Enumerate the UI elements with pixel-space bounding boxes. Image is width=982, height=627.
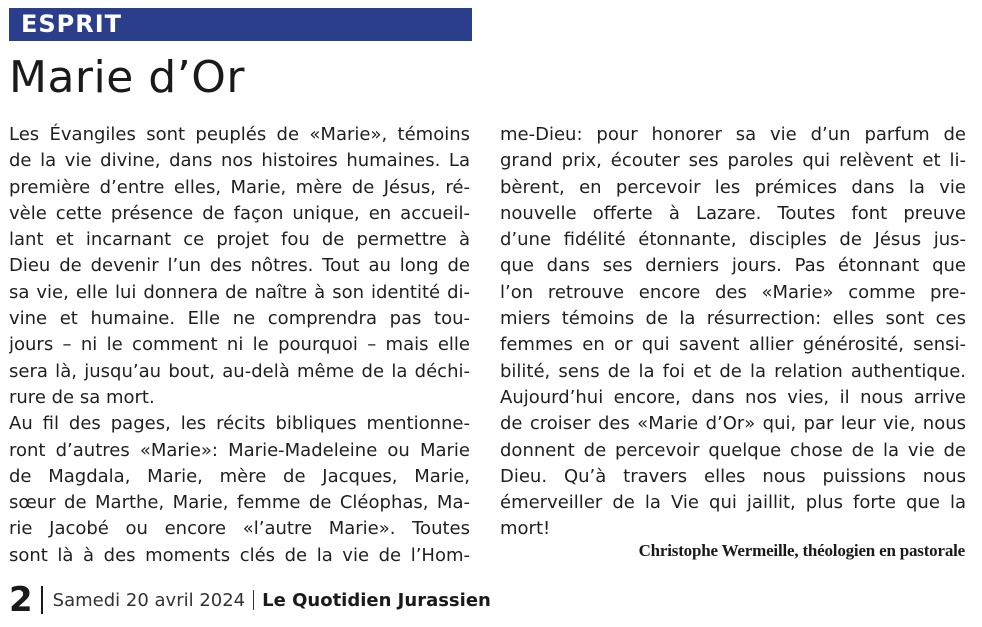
text-line: me-Dieu: pour honorer sa vie d’un parfum de: [500, 124, 966, 145]
publication-name: Le Quotidien Jurassien: [262, 589, 491, 611]
text-line: Au fil des pages, les récits bibliques mentionne-: [9, 413, 470, 435]
text-line: nouvelle offerte à Lazare. Toutes font preuve: [500, 202, 966, 224]
text-line: grand prix, écouter ses paroles qui relèvent et li-: [500, 150, 966, 172]
text-line: sœur de Marthe, Marie, femme de Cléophas, Ma-: [9, 492, 470, 514]
article-column-left: [9, 122, 470, 569]
text-line: sa vie, elle lui donnera de naître à son identité di-: [9, 281, 470, 303]
text-line: sera là, jusqu’au bout, au-delà même de la déchi-: [9, 360, 470, 382]
author-signature: Christophe Wermeille, théologien en pastorale: [638, 541, 965, 560]
footer-divider: [253, 590, 254, 610]
text-line: Aujourd’hui encore, dans nos vies, il nous arrive: [500, 386, 966, 408]
text-line: que dans ses derniers jours. Pas étonnant que: [500, 255, 966, 277]
text-line: mort!: [500, 518, 551, 540]
article-headline: Marie d’Or: [9, 52, 245, 103]
text-line: l’on retrouve encore des «Marie» comme pre-: [500, 281, 966, 303]
text-line: d’une fidélité étonnante, disciples de Jésus jus-: [500, 229, 966, 251]
text-line: Dieu. Qu’à travers elles nous puissions nous: [500, 465, 966, 487]
text-line: femmes en or qui savent allier générosité, sensi-: [500, 334, 966, 356]
text-line: vèle cette présence de façon unique, en accueil-: [9, 202, 470, 224]
text-line: de la vie divine, dans nos histoires humaines. La: [9, 150, 470, 172]
text-line: vine et humaine. Elle ne comprendra pas tou-: [9, 308, 470, 330]
text-line: Dieu de devenir l’un des nôtres. Tout au long de: [9, 255, 470, 277]
text-line: ront d’autres «Marie»: Marie-Madeleine ou Marie: [9, 439, 470, 461]
text-line: jours – ni le comment ni le pourquoi – mais elle: [9, 334, 470, 356]
footer-divider: [41, 586, 43, 614]
issue-date: Samedi 20 avril 2024: [52, 589, 246, 611]
text-line: de croiser des «Marie d’Or» qui, par leur vie, nous: [500, 413, 966, 435]
section-rubric: ESPRIT: [9, 8, 472, 41]
text-line: bilité, sens de la foi et de la relation authentique.: [500, 360, 966, 382]
text-line: bèrent, en percevoir les prémices dans la vie: [500, 176, 966, 198]
text-line: lant et incarnant ce projet fou de permettre à: [9, 229, 470, 251]
text-line: de Magdala, Marie, mère de Jacques, Marie,: [9, 465, 470, 487]
text-line: Les Évangiles sont peuplés de «Marie», témoins: [9, 124, 470, 145]
text-line: rure de sa mort.: [9, 386, 155, 408]
text-line: sont là à des moments clés de la vie de l’Hom-: [9, 544, 470, 566]
text-line: miers témoins de la résurrection: elles sont ces: [500, 308, 966, 330]
page-number: 2: [9, 580, 33, 620]
text-line: émerveiller de la Vie qui jaillit, plus forte que la: [500, 492, 966, 514]
text-line: donnent de percevoir quelque chose de la vie de: [500, 439, 966, 461]
text-line: première d’entre elles, Marie, mère de Jésus, ré-: [9, 176, 470, 198]
page-footer: [9, 580, 491, 620]
text-line: rie Jacobé ou encore «l’autre Marie». Toutes: [9, 518, 470, 540]
article-column-right: [500, 122, 966, 543]
